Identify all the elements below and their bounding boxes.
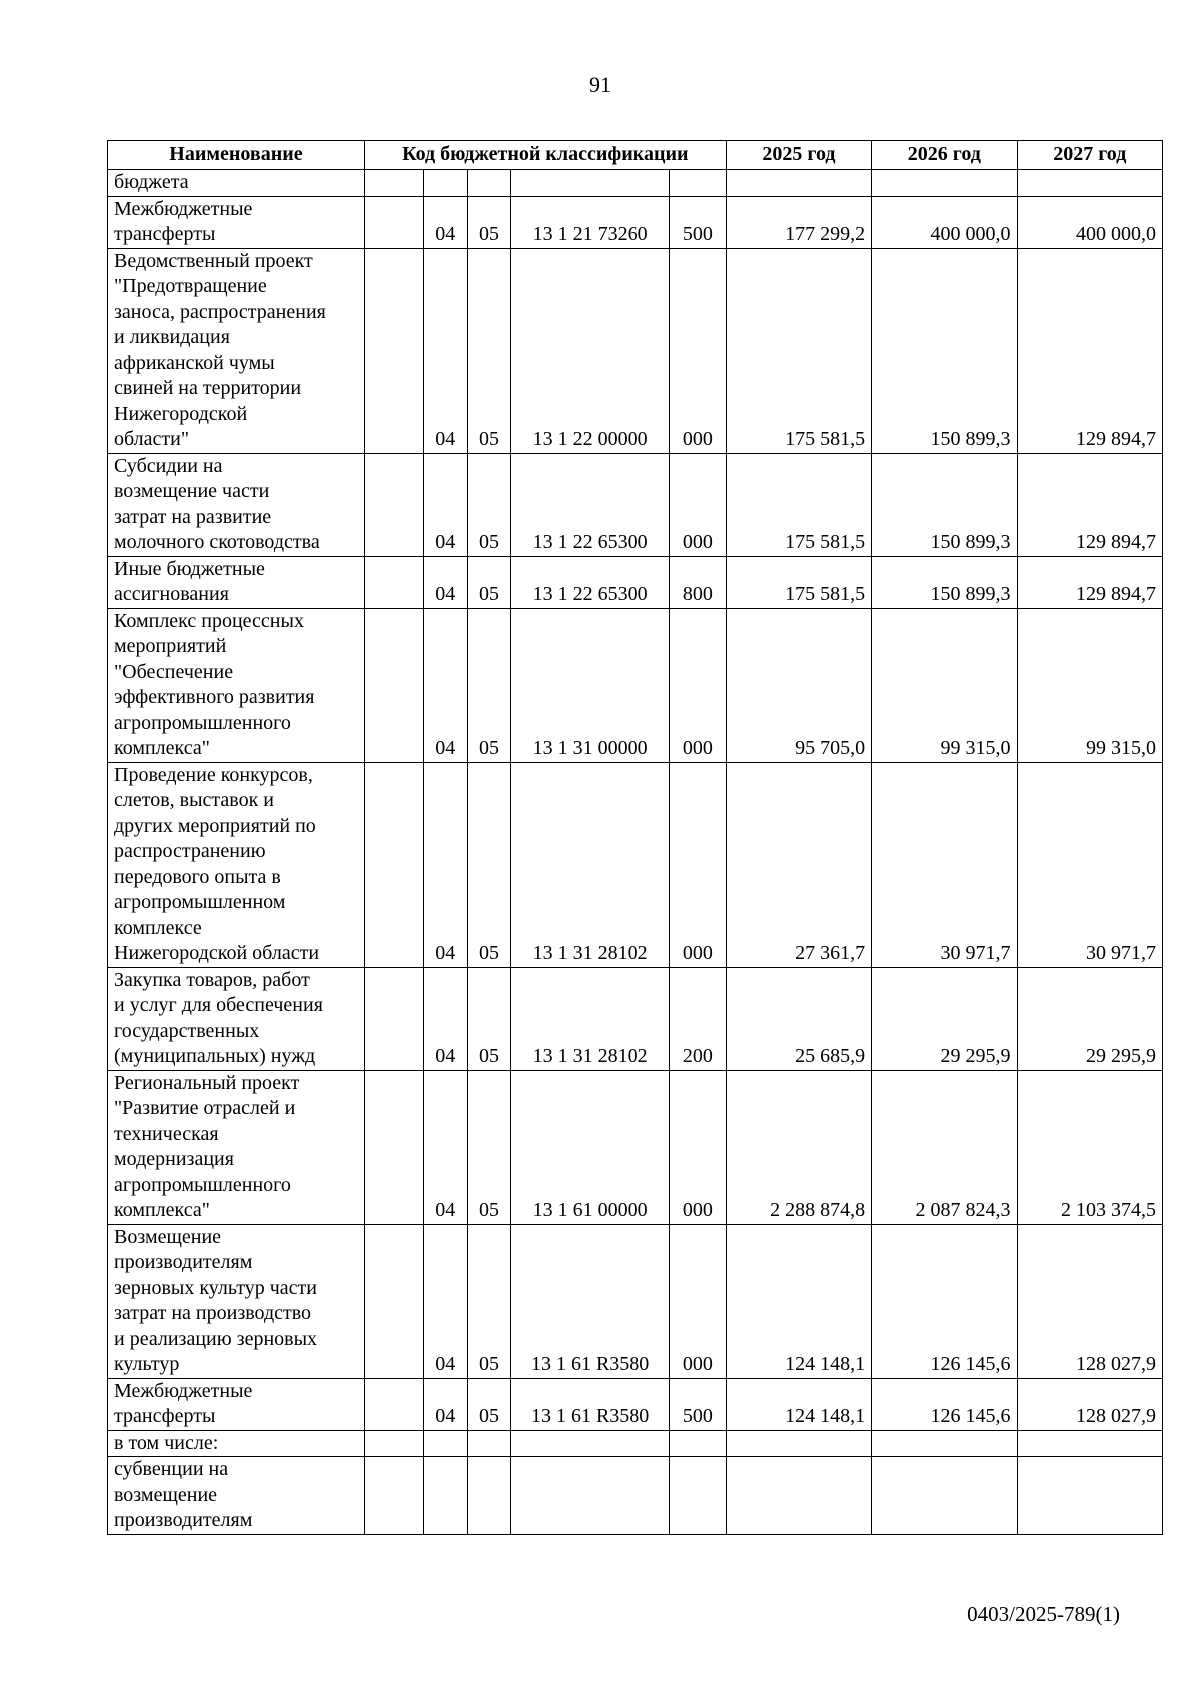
- row-name: Проведение конкурсов, слетов, выставок и других мероприятий по распространению передового опыта в агропромышленном комплексе Нижегородской области: [108, 762, 365, 967]
- row-amount-2025: [726, 1457, 871, 1535]
- row-code-blank: [364, 170, 423, 197]
- row-amount-2026: 400 000,0: [872, 196, 1017, 248]
- row-subsection: 05: [467, 608, 511, 762]
- row-expense-type: 000: [669, 453, 726, 556]
- row-code-blank: [364, 1224, 423, 1378]
- page-number: 91: [589, 72, 611, 97]
- row-target-article: 13 1 31 28102: [511, 967, 670, 1070]
- header-2025: 2025 год: [726, 141, 871, 170]
- row-amount-2027: 128 027,9: [1017, 1378, 1162, 1430]
- row-amount-2026: [872, 1430, 1017, 1457]
- row-subsection: 05: [467, 967, 511, 1070]
- row-target-article: [511, 170, 670, 197]
- row-section: 04: [423, 556, 467, 608]
- table-row: [108, 1457, 1163, 1535]
- row-amount-2025: 2 288 874,8: [726, 1070, 871, 1224]
- row-amount-2026: 30 971,7: [872, 762, 1017, 967]
- row-subsection: 05: [467, 556, 511, 608]
- row-amount-2027: [1017, 1430, 1162, 1457]
- row-amount-2026: [872, 1457, 1017, 1535]
- table-row: [108, 196, 1163, 248]
- row-amount-2027: 30 971,7: [1017, 762, 1162, 967]
- table-row: [108, 967, 1163, 1070]
- row-amount-2027: 129 894,7: [1017, 453, 1162, 556]
- row-name: Межбюджетные трансферты: [108, 1378, 365, 1430]
- row-name: Возмещение производителям зерновых культур части затрат на производство и реализацию зерновых культур: [108, 1224, 365, 1378]
- row-expense-type: [669, 170, 726, 197]
- row-subsection: 05: [467, 453, 511, 556]
- row-subsection: [467, 1430, 511, 1457]
- row-amount-2025: 175 581,5: [726, 248, 871, 453]
- row-expense-type: 000: [669, 1070, 726, 1224]
- row-target-article: 13 1 31 28102: [511, 762, 670, 967]
- header-2026: 2026 год: [872, 141, 1017, 170]
- row-code-blank: [364, 967, 423, 1070]
- document-id: 0403/2025-789(1): [967, 1602, 1120, 1626]
- row-amount-2026: 150 899,3: [872, 248, 1017, 453]
- row-amount-2026: 2 087 824,3: [872, 1070, 1017, 1224]
- row-expense-type: 000: [669, 608, 726, 762]
- table-body: [108, 170, 1163, 1535]
- row-amount-2026: 150 899,3: [872, 556, 1017, 608]
- row-target-article: 13 1 22 65300: [511, 556, 670, 608]
- row-subsection: 05: [467, 248, 511, 453]
- row-section: 04: [423, 196, 467, 248]
- row-expense-type: 500: [669, 1378, 726, 1430]
- row-code-blank: [364, 248, 423, 453]
- row-target-article: 13 1 22 00000: [511, 248, 670, 453]
- row-target-article: [511, 1457, 670, 1535]
- row-amount-2025: 177 299,2: [726, 196, 871, 248]
- row-target-article: [511, 1430, 670, 1457]
- row-expense-type: [669, 1457, 726, 1535]
- row-subsection: [467, 170, 511, 197]
- header-2027: 2027 год: [1017, 141, 1162, 170]
- row-target-article: 13 1 21 73260: [511, 196, 670, 248]
- row-target-article: 13 1 61 00000: [511, 1070, 670, 1224]
- row-name: Межбюджетные трансферты: [108, 196, 365, 248]
- row-expense-type: 800: [669, 556, 726, 608]
- row-name: Региональный проект "Развитие отраслей и техническая модернизация агропромышленного комплекса": [108, 1070, 365, 1224]
- table-header-row: [108, 141, 1163, 170]
- row-target-article: 13 1 22 65300: [511, 453, 670, 556]
- row-amount-2027: 29 295,9: [1017, 967, 1162, 1070]
- budget-table: [107, 140, 1163, 1535]
- table-row: [108, 762, 1163, 967]
- row-subsection: 05: [467, 196, 511, 248]
- table-row: [108, 170, 1163, 197]
- row-subsection: [467, 1457, 511, 1535]
- row-expense-type: 200: [669, 967, 726, 1070]
- table-row: [108, 453, 1163, 556]
- row-amount-2025: [726, 170, 871, 197]
- table-row: [108, 1224, 1163, 1378]
- row-code-blank: [364, 1378, 423, 1430]
- row-amount-2027: [1017, 170, 1162, 197]
- row-amount-2025: 175 581,5: [726, 556, 871, 608]
- table-row: [108, 248, 1163, 453]
- row-expense-type: [669, 1430, 726, 1457]
- row-subsection: 05: [467, 762, 511, 967]
- row-name: Иные бюджетные ассигнования: [108, 556, 365, 608]
- row-name: Ведомственный проект "Предотвращение заноса, распространения и ликвидация африканской чумы свиней на территории Нижегородской области": [108, 248, 365, 453]
- row-code-blank: [364, 762, 423, 967]
- row-target-article: 13 1 61 R3580: [511, 1224, 670, 1378]
- row-amount-2027: 2 103 374,5: [1017, 1070, 1162, 1224]
- row-amount-2027: 129 894,7: [1017, 556, 1162, 608]
- row-amount-2025: 175 581,5: [726, 453, 871, 556]
- row-section: 04: [423, 608, 467, 762]
- row-amount-2025: 25 685,9: [726, 967, 871, 1070]
- header-code: Код бюджетной классификации: [364, 141, 726, 170]
- row-section: [423, 1430, 467, 1457]
- row-expense-type: 000: [669, 248, 726, 453]
- row-subsection: 05: [467, 1070, 511, 1224]
- row-expense-type: 000: [669, 762, 726, 967]
- row-section: 04: [423, 248, 467, 453]
- row-code-blank: [364, 608, 423, 762]
- row-section: [423, 170, 467, 197]
- row-code-blank: [364, 453, 423, 556]
- row-amount-2025: [726, 1430, 871, 1457]
- row-section: 04: [423, 967, 467, 1070]
- row-expense-type: 000: [669, 1224, 726, 1378]
- row-amount-2025: 124 148,1: [726, 1224, 871, 1378]
- row-name: Комплекс процессных мероприятий "Обеспечение эффективного развития агропромышленного комплекса": [108, 608, 365, 762]
- row-amount-2027: 400 000,0: [1017, 196, 1162, 248]
- row-amount-2027: 129 894,7: [1017, 248, 1162, 453]
- row-amount-2026: 150 899,3: [872, 453, 1017, 556]
- row-amount-2026: 29 295,9: [872, 967, 1017, 1070]
- row-target-article: 13 1 31 00000: [511, 608, 670, 762]
- row-name: субвенции на возмещение производителям: [108, 1457, 365, 1535]
- table-row: [108, 608, 1163, 762]
- row-amount-2026: 126 145,6: [872, 1378, 1017, 1430]
- row-amount-2027: 99 315,0: [1017, 608, 1162, 762]
- row-subsection: 05: [467, 1378, 511, 1430]
- row-section: [423, 1457, 467, 1535]
- row-code-blank: [364, 196, 423, 248]
- table-row: [108, 1430, 1163, 1457]
- table-row: [108, 1378, 1163, 1430]
- table-row: [108, 1070, 1163, 1224]
- row-amount-2026: 99 315,0: [872, 608, 1017, 762]
- header-name: Наименование: [108, 141, 365, 170]
- row-name: бюджета: [108, 170, 365, 197]
- row-amount-2027: 128 027,9: [1017, 1224, 1162, 1378]
- row-code-blank: [364, 1430, 423, 1457]
- row-section: 04: [423, 762, 467, 967]
- row-amount-2026: 126 145,6: [872, 1224, 1017, 1378]
- row-amount-2026: [872, 170, 1017, 197]
- row-expense-type: 500: [669, 196, 726, 248]
- row-target-article: 13 1 61 R3580: [511, 1378, 670, 1430]
- row-name: Субсидии на возмещение части затрат на развитие молочного скотоводства: [108, 453, 365, 556]
- row-code-blank: [364, 1070, 423, 1224]
- row-name: Закупка товаров, работ и услуг для обеспечения государственных (муниципальных) нужд: [108, 967, 365, 1070]
- row-section: 04: [423, 453, 467, 556]
- row-code-blank: [364, 1457, 423, 1535]
- row-amount-2025: 95 705,0: [726, 608, 871, 762]
- row-section: 04: [423, 1224, 467, 1378]
- row-code-blank: [364, 556, 423, 608]
- row-name: в том числе:: [108, 1430, 365, 1457]
- row-subsection: 05: [467, 1224, 511, 1378]
- row-amount-2027: [1017, 1457, 1162, 1535]
- table-row: [108, 556, 1163, 608]
- row-section: 04: [423, 1378, 467, 1430]
- row-amount-2025: 27 361,7: [726, 762, 871, 967]
- row-section: 04: [423, 1070, 467, 1224]
- row-amount-2025: 124 148,1: [726, 1378, 871, 1430]
